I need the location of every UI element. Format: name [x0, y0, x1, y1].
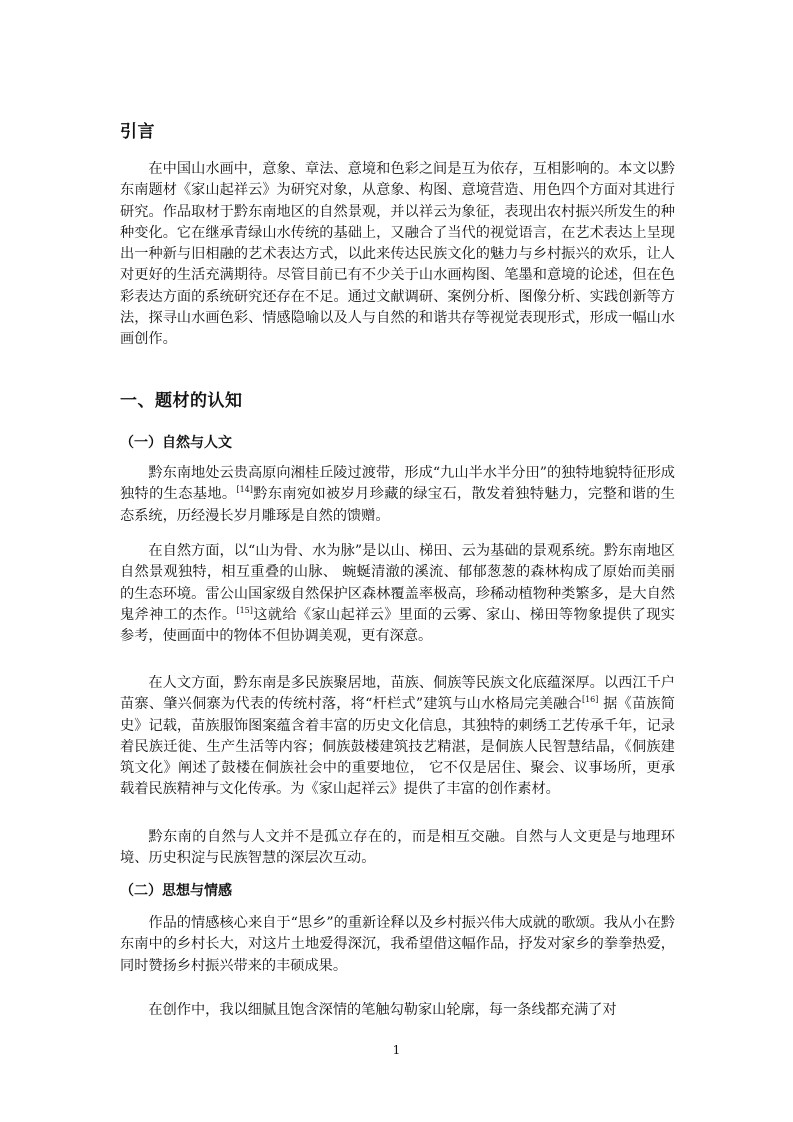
text-run: 这就给《家山起祥云》里面的云雾、家山、梯田等物象提供了现实参考，使画面中的物体不但协调美观，更有深意。: [120, 606, 675, 645]
subsection1-paragraph-2: [120, 541, 675, 647]
subsection2-paragraph-1: 作品的情感核心来自于“思乡”的重新诠释以及乡村振兴伟大成就的歌颂。我从小在黔东南中的乡村长大，对这片土地爱得深沉，我希望借这幅作品，抒发对家乡的拳拳热爱，同时赞扬乡村振兴带来的丰硕成果。: [120, 915, 675, 974]
text-run: 据《苗族简史》记载，苗族服饰图案蕴含着丰富的历史文化信息，其独特的刺绣工艺传承千年，记录着民族迁徙、生产生活等内容；侗族鼓楼建筑技艺精湛，是侗族人民智慧结晶，《侗族建筑文化》阐述了鼓楼在侗族社会中的重要地位， 它不仅是居住、聚会、议事场所，更承载着民族精神与文化传承。为《家山起祥云》提供了丰富的创作素材。: [120, 696, 675, 798]
subsection1-paragraph-1: [120, 463, 675, 527]
subsection1-heading: （一）自然与人文: [120, 435, 232, 451]
intro-paragraph: 在中国山水画中，意象、章法、意境和色彩之间是互为依存，互相影响的。本文以黔东南题材《家山起祥云》为研究对象，从意象、构图、意境营造、用色四个方面对其进行研究。作品取材于黔东南地区的自然景观，并以祥云为象征，表现出农村振兴所发生的种种变化。它在继承青绿山水传统的基础上，又融合了当代的视觉语言，在艺术表达上呈现出一种新与旧相融的艺术表达方式，以此来传达民族文化的魅力与乡村振兴的欢乐，让人对更好的生活充满期待。尽管目前已有不少关于山水画构图、笔墨和意境的论述，但在色彩表达方面的系统研究还存在不足。通过文献调研、案例分析、图像分析、实践创新等方法，探寻山水画色彩、情感隐喻以及人与自然的和谐共存等视觉表现形式，形成一幅山水画创作。: [120, 161, 675, 348]
citation-ref: [14]: [236, 485, 253, 495]
intro-heading: 引言: [120, 122, 155, 142]
citation-ref: [15]: [236, 605, 253, 615]
subsection1-paragraph-4: 黔东南的自然与人文并不是孤立存在的，而是相互交融。自然与人文更是与地理环境、历史积淀与民族智慧的深层次互动。: [120, 829, 675, 867]
section1-heading: 一、题材的认知: [120, 391, 243, 411]
subsection2-paragraph-2: 在创作中，我以细腻且饱含深情的笔触勾勒家山轮廓，每一条线都充满了对: [148, 1002, 617, 1018]
page-number: 1: [392, 1043, 401, 1057]
text-run: 黔东南宛如被岁月珍藏的绿宝石，散发着独特魅力，完整和谐的生态系统，历经漫长岁月雕琢是自然的馈赠。: [120, 486, 675, 524]
text-run: 在人文方面，黔东南是多民族聚居地，苗族、侗族等民族文化底蕴深厚。以西江千户苗寨、肇兴侗寨为代表的传统村落，将“杆栏式”建筑与山水格局完美融合: [120, 675, 675, 713]
text-run: 在自然方面，以“山为骨、水为脉”是以山、梯田、云为基础的景观系统。黔东南地区自然景观独特，相互重叠的山脉、 蜿蜒清澈的溪流、郁郁葱葱的森林构成了原始而美丽的生态环境。雷公山国家级自然保护区森林覆盖率极高，珍稀动植物种类繁多，是大自然鬼斧神工的杰作。: [120, 543, 675, 623]
text-run: 黔东南地处云贵高原向湘桂丘陵过渡带，形成“九山半水半分田”的独特地貌特征形成独特的生态基地。: [120, 465, 675, 503]
citation-ref: [16]: [581, 695, 599, 705]
subsection1-paragraph-3: [120, 673, 675, 801]
subsection2-heading: （二）思想与情感: [120, 883, 232, 899]
